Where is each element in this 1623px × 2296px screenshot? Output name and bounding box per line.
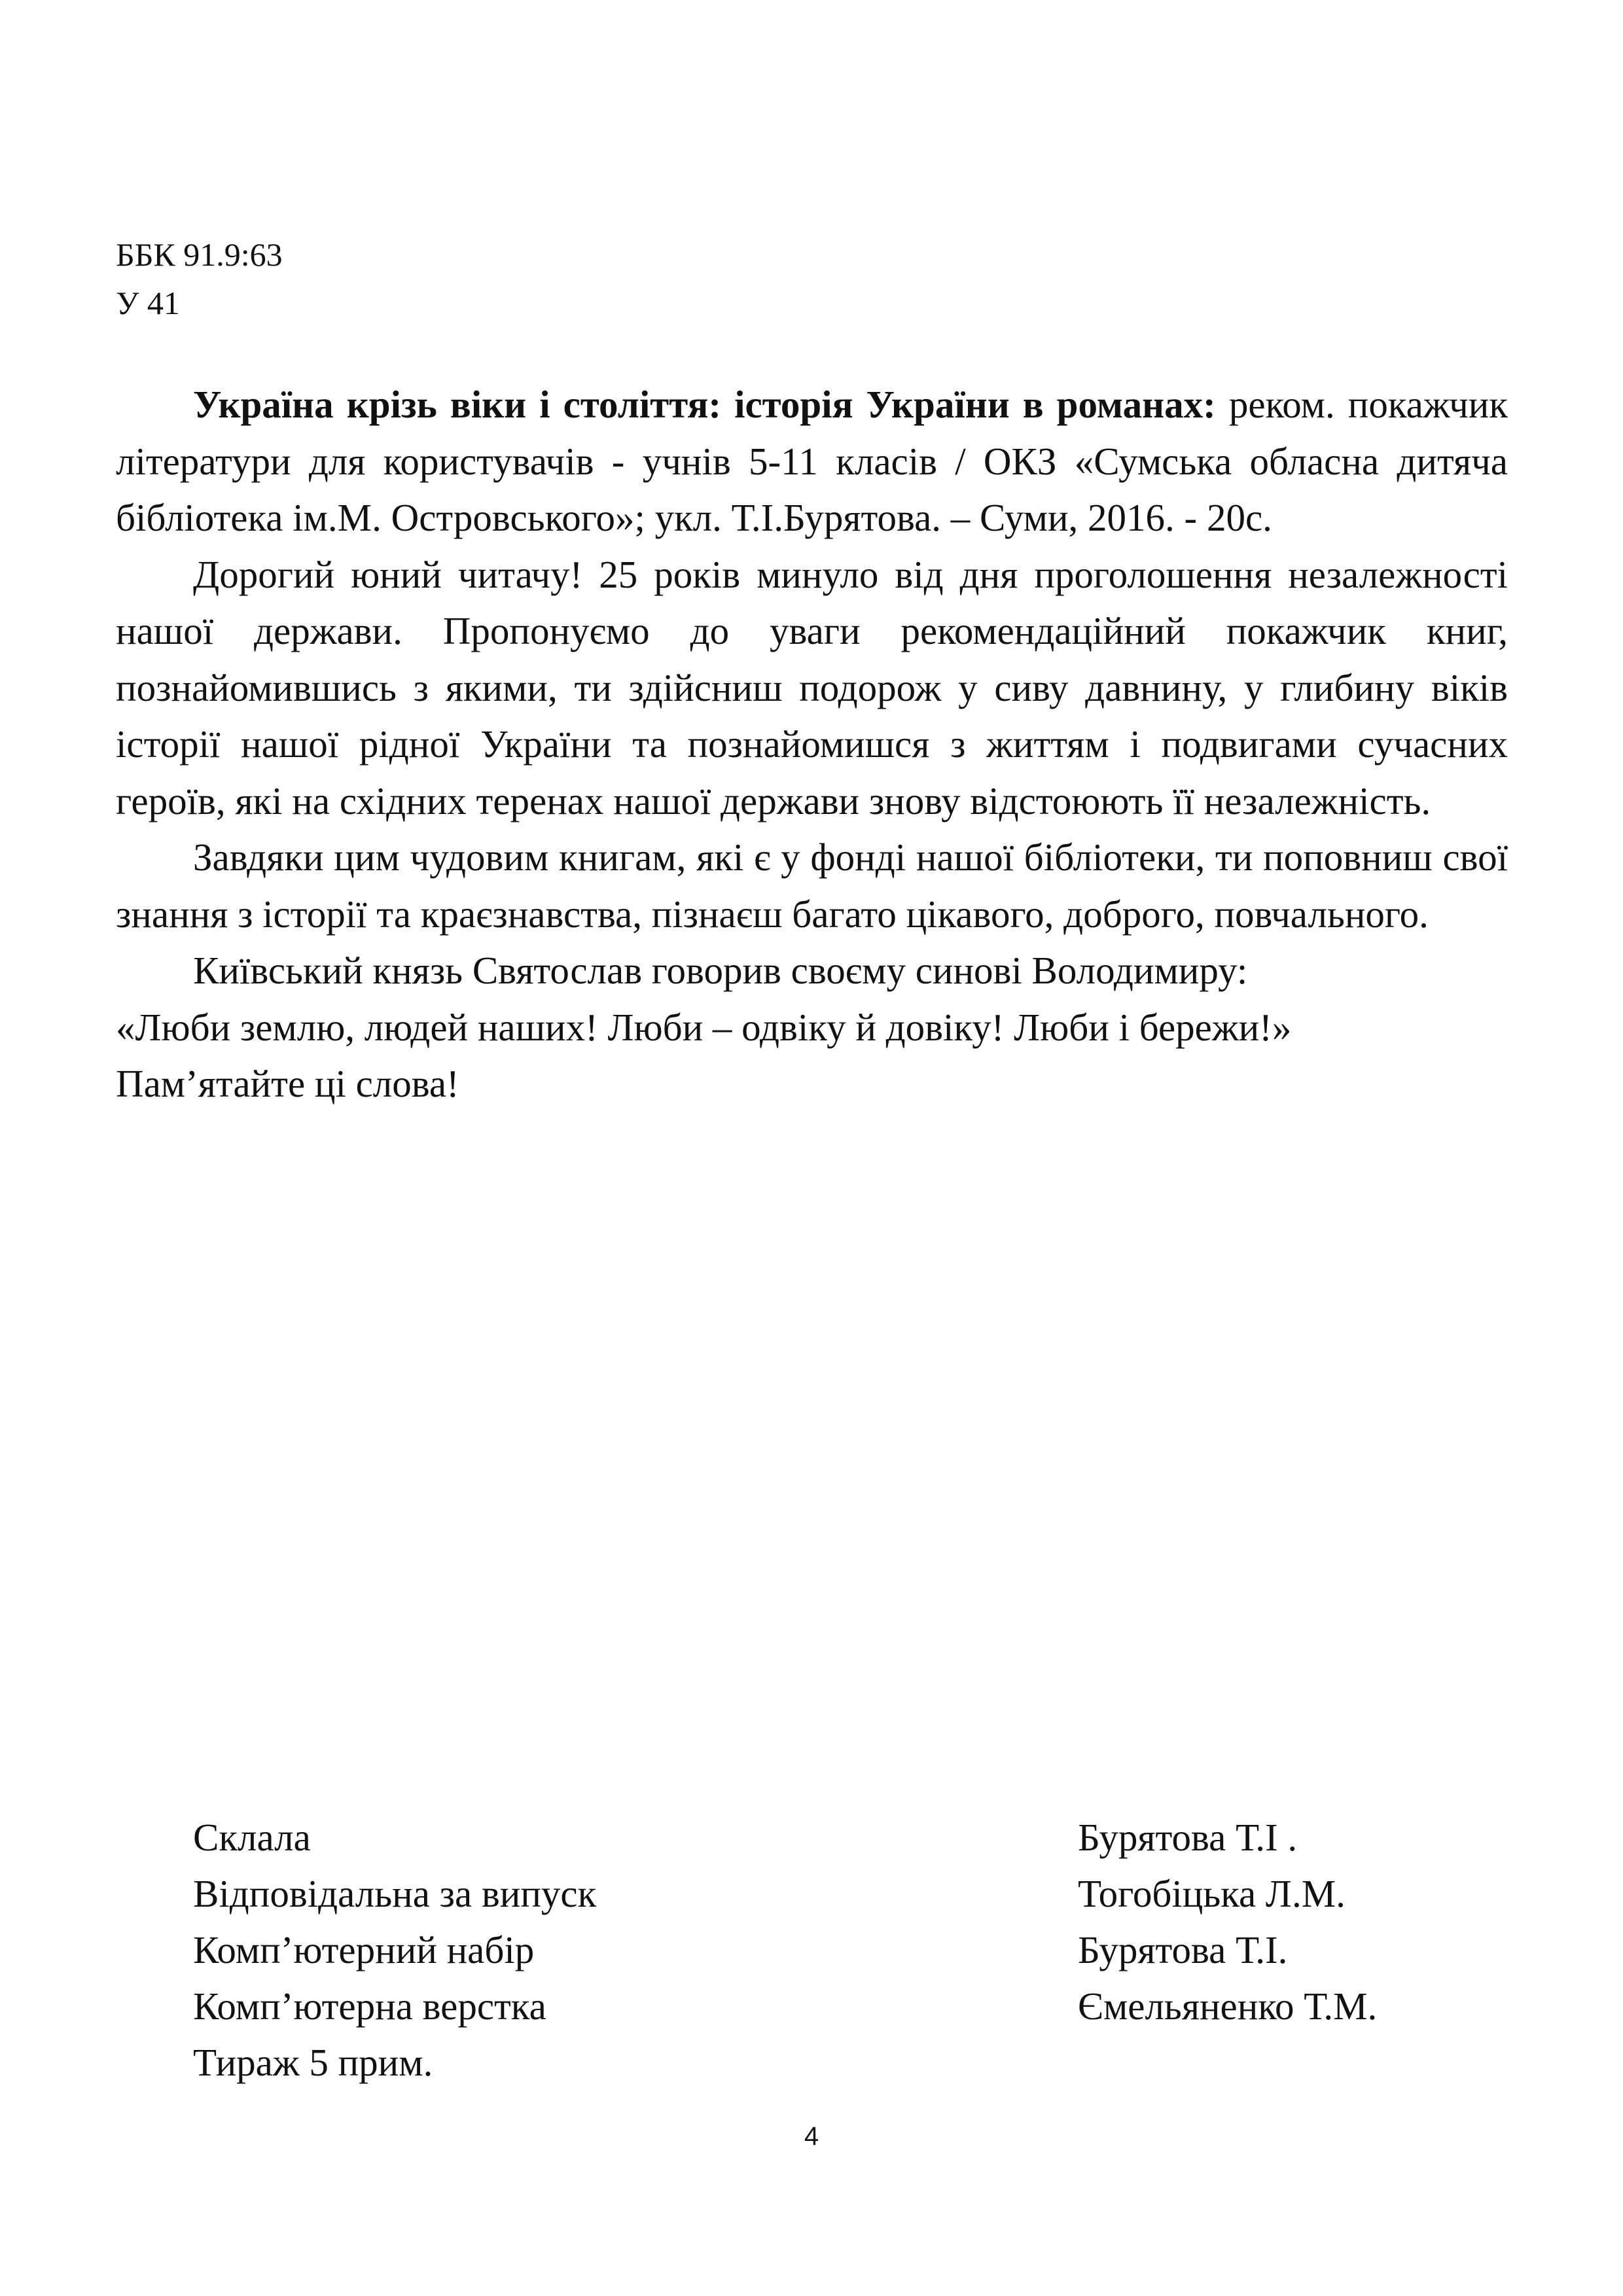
credit-row xyxy=(193,1809,1436,1865)
main-text xyxy=(116,376,1508,1112)
intro-paragraph: Дорогий юний читачу! 25 років минуло від дня проголошення незалежності нашої держави. Пропонуємо до уваги рекомендаційний покажчик книг, познайомившись з якими, ти здійсниш подорож у сиву давнину, у глибину віків історії нашої рідної України та познайомишся з життям і подвигами сучасних героїв, які на східних теренах нашої держави знову відстоюють її незалежність. xyxy=(116,552,1508,822)
publication-details: реком. покажчик літератури для користувачів - учнів 5-11 класів / ОКЗ «Сумська обласна дитяча бібліотека ім.М. Островського»; укл. Т.І.Бурятова. – Суми, 2016. - 20с. xyxy=(116,383,1508,539)
quote-line: «Люби землю, людей наших! Люби – одвіку й довіку! Люби і бережи!» xyxy=(116,1005,1292,1049)
closing-line: Пам’ятайте ці слова! xyxy=(116,1062,459,1105)
credit-role: Склала xyxy=(193,1816,311,1859)
credit-row xyxy=(193,2034,1436,2091)
quote-intro-paragraph: Київський князь Святослав говорив своєму синові Володимиру: xyxy=(193,949,1248,992)
books-paragraph: Завдяки цим чудовим книгам, які є у фонді нашої бібліотеки, ти поповниш свої знання з історії та краєзнавства, пізнаєш багато цікавого, доброго, повчального. xyxy=(116,836,1508,936)
credit-row xyxy=(193,1865,1436,1922)
bbk-code: ББК 91.9:63 xyxy=(116,236,283,273)
bibliographic-description xyxy=(116,376,1508,546)
credit-name: Бурятова Т.І . xyxy=(1078,1816,1298,1859)
credit-role: Відповідальна за випуск xyxy=(193,1872,597,1915)
credit-row xyxy=(193,1922,1436,1978)
credits-block xyxy=(193,1809,1436,2091)
catalog-codes xyxy=(116,230,283,327)
credit-name: Ємельяненко Т.М. xyxy=(1078,1985,1378,2028)
page-number: 4 xyxy=(804,2122,819,2151)
credit-role: Комп’ютерна верстка xyxy=(193,1985,546,2028)
credit-role: Комп’ютерний набір xyxy=(193,1928,535,1971)
credit-row xyxy=(193,1978,1436,2034)
publication-title: Україна крізь віки і століття: історія України в романах: xyxy=(193,383,1216,426)
credit-name: Бурятова Т.І. xyxy=(1078,1928,1288,1971)
print-run: Тираж 5 прим. xyxy=(193,2041,433,2084)
author-sign-code: У 41 xyxy=(116,285,180,321)
credit-name: Тогобіцька Л.М. xyxy=(1078,1872,1346,1915)
